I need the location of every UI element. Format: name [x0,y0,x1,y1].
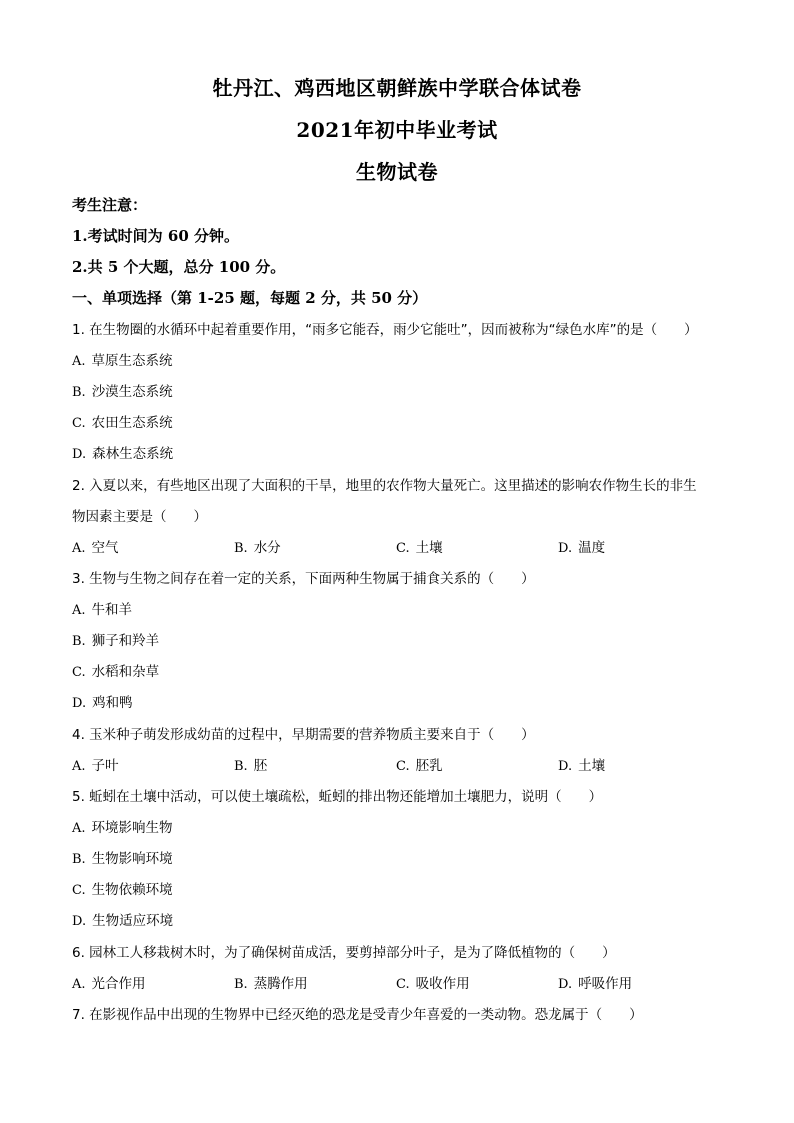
question-7-stem: 7. 在影视作品中出现的生物界中已经灭绝的恐龙是受青少年喜爱的一类动物。恐龙属于（ ） [72,1007,643,1023]
question-1-option-d: D. 森林生态系统 [72,446,174,462]
question-2-option-c: C. 土壤 [396,540,443,556]
question-5-option-b: B. 生物影响环境 [72,851,173,867]
question-6-option-c: C. 吸收作用 [396,976,470,992]
question-6-option-b: B. 蒸腾作用 [234,976,308,992]
question-2-option-d: D. 温度 [558,540,606,556]
question-5-option-a: A. 环境影响生物 [72,820,173,836]
section-heading: 一、单项选择（第 1-25 题，每题 2 分，共 50 分） [72,289,428,307]
question-1-option-a: A. 草原生态系统 [72,353,173,369]
notice-heading: 考生注意： [72,196,148,214]
question-4-option-a: A. 子叶 [72,758,119,774]
question-2-option-a: A. 空气 [72,540,119,556]
question-1-option-b: B. 沙漠生态系统 [72,384,173,400]
question-4-option-c: C. 胚乳 [396,758,443,774]
question-3-option-a: A. 牛和羊 [72,602,133,618]
question-2-stem-line1: 2. 入夏以来，有些地区出现了大面积的干旱，地里的农作物大量死亡。这里描述的影响农作物生长的非生 [72,478,697,494]
question-3-stem: 3. 生物与生物之间存在着一定的关系，下面两种生物属于捕食关系的（ ） [72,571,535,587]
question-3-option-d: D. 鸡和鸭 [72,695,133,711]
question-4-option-d: D. 土壤 [558,758,606,774]
question-1-stem: 1. 在生物圈的水循环中起着重要作用，“雨多它能吞，雨少它能吐”，因而被称为“绿色水库”的是（ ） [72,322,698,338]
question-4-option-b: B. 胚 [234,758,268,774]
exam-subtitle: 2021年初中毕业考试 [296,118,498,142]
question-1-option-c: C. 农田生态系统 [72,415,173,431]
question-6-option-d: D. 呼吸作用 [558,976,633,992]
question-5-option-c: C. 生物依赖环境 [72,882,173,898]
subject-title: 生物试卷 [356,160,438,184]
question-5-option-d: D. 生物适应环境 [72,913,174,929]
question-6-stem: 6. 园林工人移栽树木时，为了确保树苗成活，要剪掉部分叶子，是为了降低植物的（ ） [72,945,616,961]
question-6-option-a: A. 光合作用 [72,976,146,992]
question-5-stem: 5. 蚯蚓在土壤中活动，可以使土壤疏松，蚯蚓的排出物还能增加土壤肥力，说明（ ） [72,789,603,805]
question-4-stem: 4. 玉米种子萌发形成幼苗的过程中，早期需要的营养物质主要来自于（ ） [72,727,535,743]
question-3-option-b: B. 狮子和羚羊 [72,633,160,649]
notice-score: 2.共 5 个大题，总分 100 分。 [72,258,286,276]
exam-title: 牡丹江、鸡西地区朝鲜族中学联合体试卷 [212,76,582,100]
notice-time: 1.考试时间为 60 分钟。 [72,227,239,245]
question-2-option-b: B. 水分 [234,540,281,556]
question-3-option-c: C. 水稻和杂草 [72,664,160,680]
question-2-stem-line2: 物因素主要是（ ） [72,509,207,525]
